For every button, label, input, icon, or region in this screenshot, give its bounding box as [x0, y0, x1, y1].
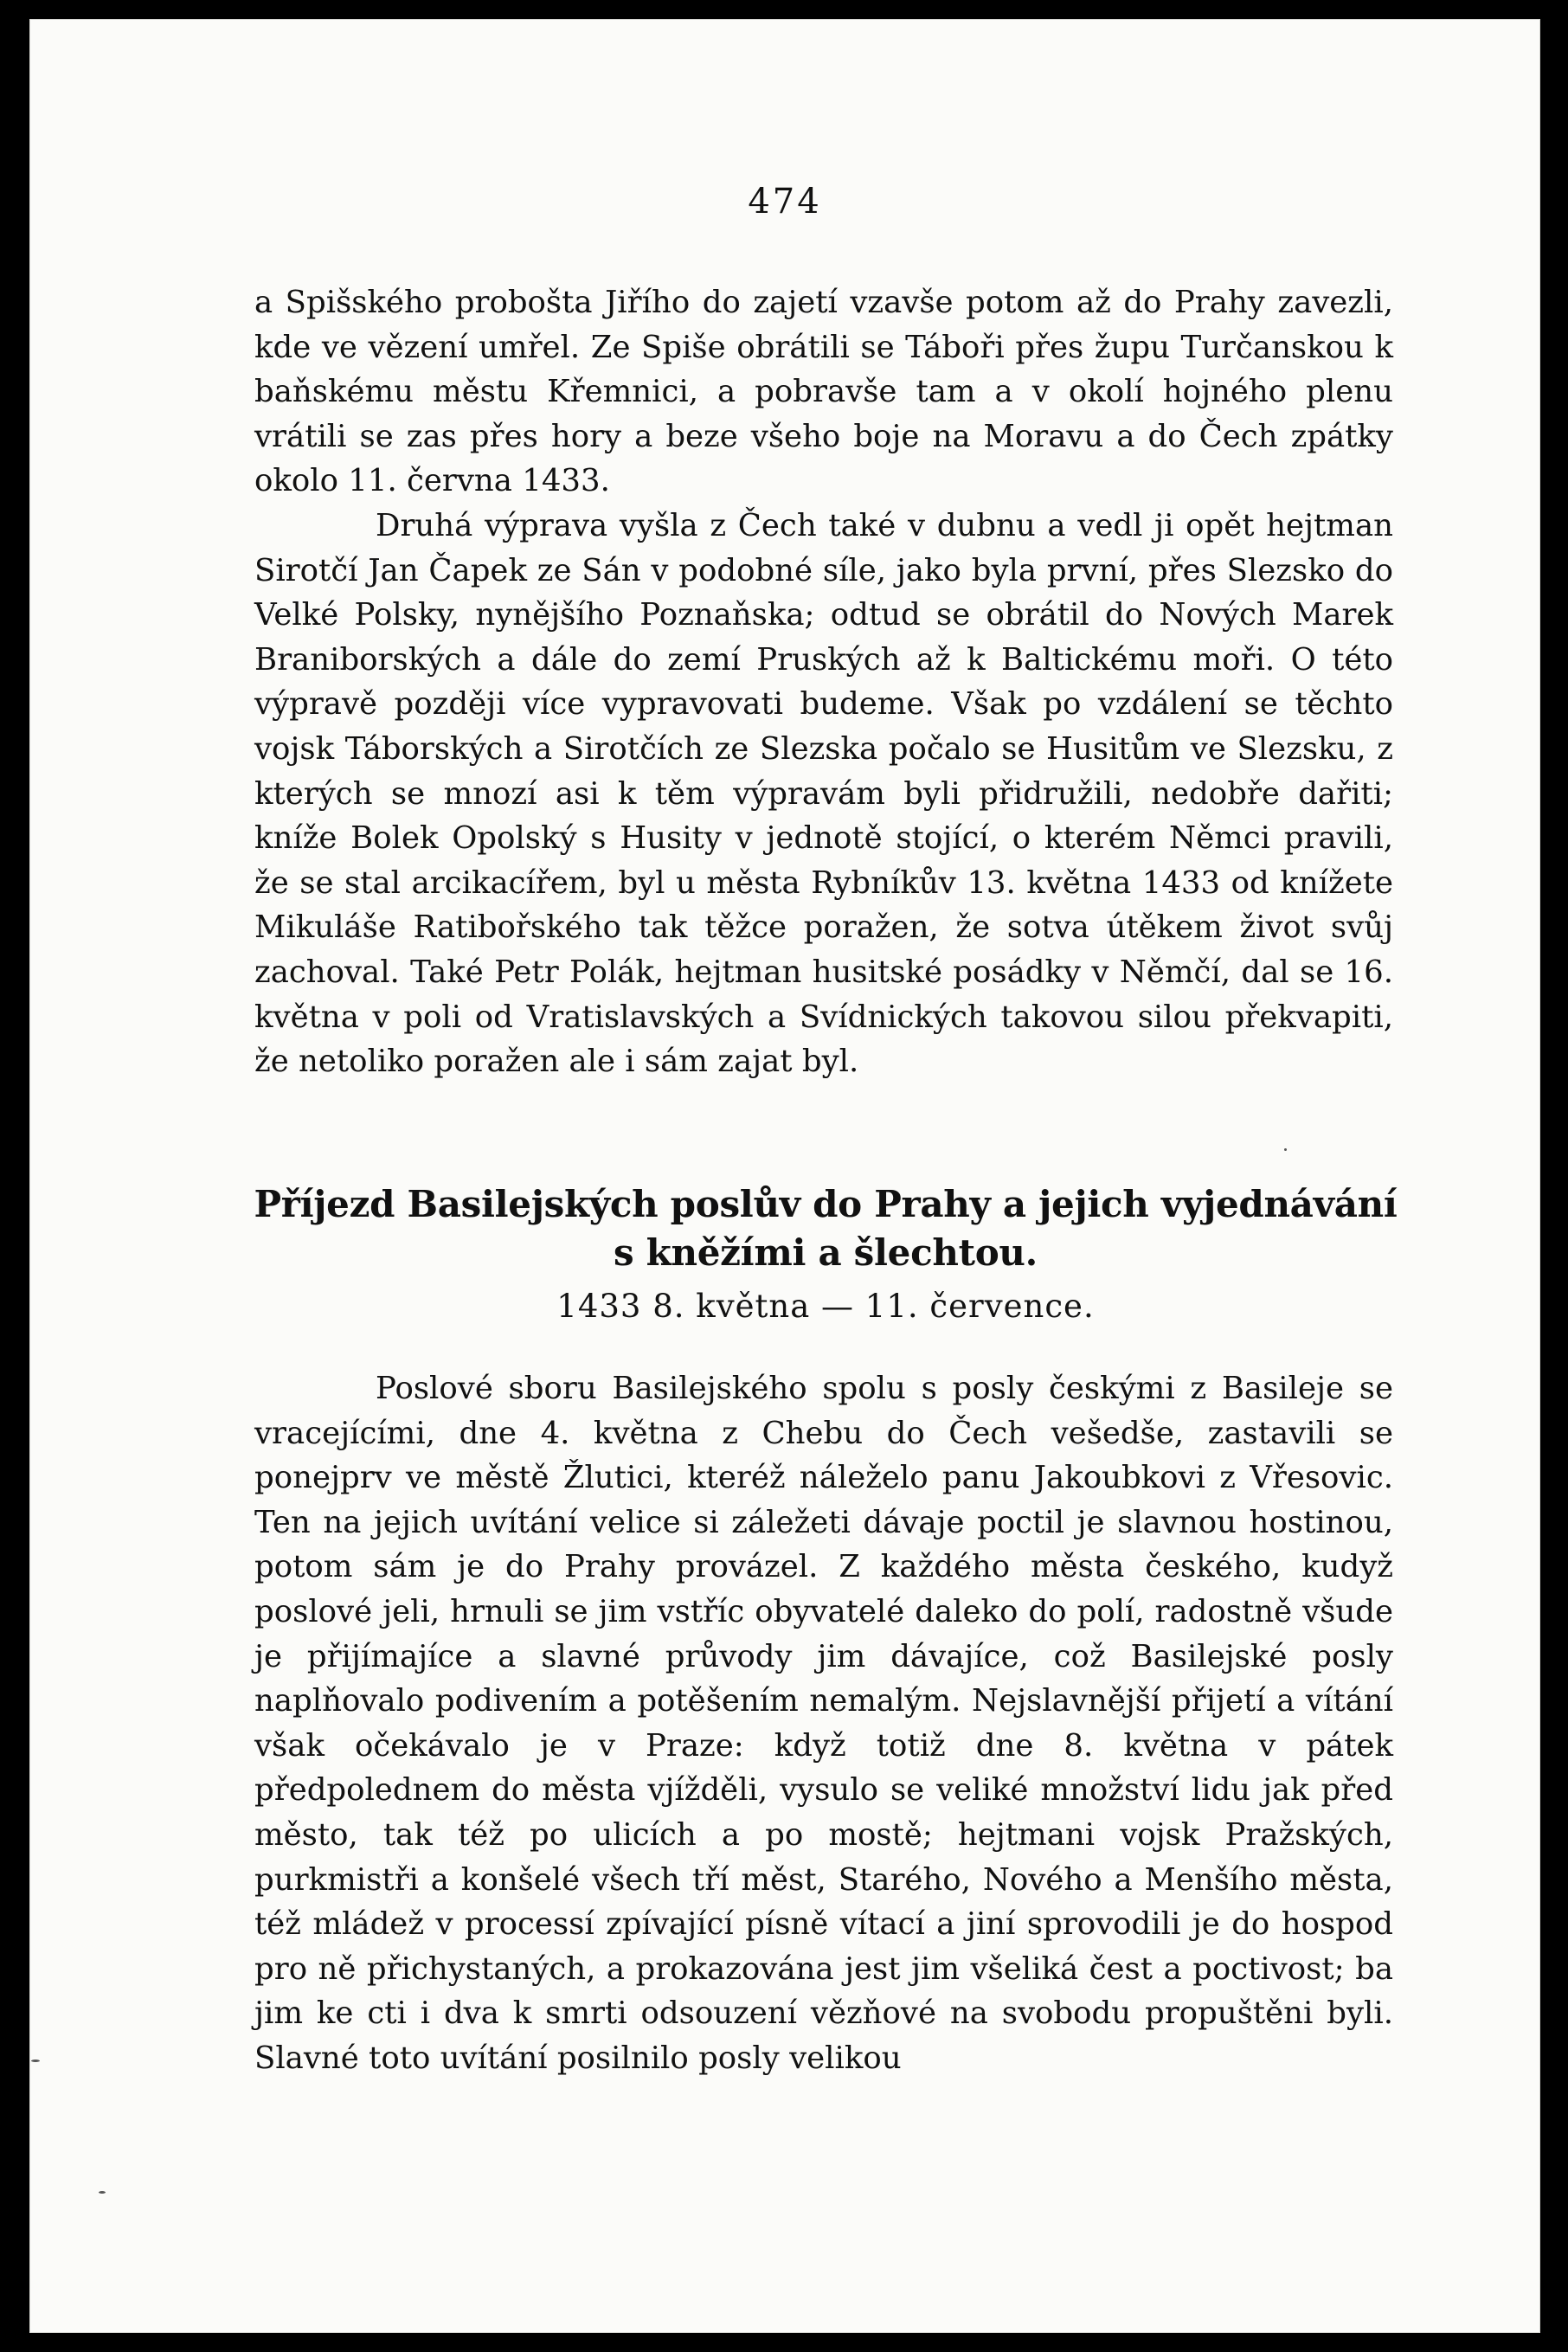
- page-number: 474: [748, 182, 822, 222]
- paper-sheet: [29, 19, 1540, 2333]
- scan-speck: [99, 2191, 106, 2194]
- paragraph-text: Druhá výprava vyšla z Čech také v dubnu a vedl ji opět hejtman Sirotčí Jan Čapek ze Sán v podobné síle, jako byla první, přes Slezsko do Velké Polsky, nynějšího Poznaňska; odtud se obrátil do Nových Marek Braniborských a dále do zemí Pruských až k Baltickému moři. O této výpravě později více vypravovati budeme. Však po vzdálení se těchto vojsk Táborských a Sirotčích ze Slezska počalo se Husitům ve Slezsku, z kterých se mnozí asi k těm výpravám byli přidružili, nedobře dařiti; kníže Bolek Opolský s Husity v jednotě stojící, o kterém Němci pravili, že se stal arcikacířem, byl u města Rybníkův 13. května 1433 od knížete Mikuláše Ratibořského tak těžce poražen, že sotva útěkem život svůj zachoval. Také Petr Polák, hejtman husitské posádky v Němčí, dal se 16. května v poli od Vratislavských a Svídnických takovou silou překvapiti, že netoliko poražen ale i sám zajat byl.: [254, 508, 1393, 1080]
- paragraph-text: a Spišského probošta Jiřího do zajetí vzavše potom až do Prahy zavezli, kde ve vězení umřel. Ze Spiše obrátili se Táboři přes župu Turčanskou k baňskému městu Křemnici, a pobravše tam a v okolí hojného plenu vrátili se zas přes hory a beze všeho boje na Moravu a do Čech zpátky okolo 11. června 1433.: [254, 285, 1393, 499]
- section-dateline: 1433 8. května — 11. července.: [556, 1288, 1095, 1325]
- body-paragraph-1: [254, 280, 1393, 504]
- body-paragraph-3: [254, 1366, 1393, 2081]
- scan-speck: [1284, 1148, 1287, 1151]
- paragraph-text: Poslové sboru Basilejského spolu s posly českými z Basileje se vracejícími, dne 4. května z Chebu do Čech vešedše, zastavili se ponejprv ve městě Žlutici, kteréž náleželo panu Jakoubkovi z Vřesovic. Ten na jejich uvítání velice si záležeti dávaje poctil je slavnou hostinou, potom sám je do Prahy provázel. Z každého města českého, kudyž poslové jeli, hrnuli se jim vstříc obyvatelé daleko do polí, radostně všude je přijímajíce a slavné průvody jim dávajíce, což Basilejské posly naplňovalo podivením a potěšením nemalým. Nejslavnější přijetí a vítání však očekávalo je v Praze: když totiž dne 8. května v pátek předpolednem do města vjížděli, vysulo se veliké množství lidu jak před město, tak též po ulicích a po mostě; hejtmani vojsk Pražských, purkmistři a konšelé všech tří měst, Starého, Nového a Menšího města, též mládež v processí zpívající písně vítací a jiní sprovodili je do hospod pro ně přichystaných, a prokazována jest jim všeliká čest a poctivost; ba jim ke cti i dva k smrti odsouzení vězňové na svobodu propuštěni byli. Slavné toto uvítání posilnilo posly velikou: [254, 1371, 1393, 2076]
- section-heading: Příjezd Basilejských poslův do Prahy a jejich vyjednávání s kněžími a šlechtou.: [254, 1183, 1398, 1274]
- scan-speck: [31, 2060, 40, 2062]
- body-paragraph-2: [254, 504, 1393, 1084]
